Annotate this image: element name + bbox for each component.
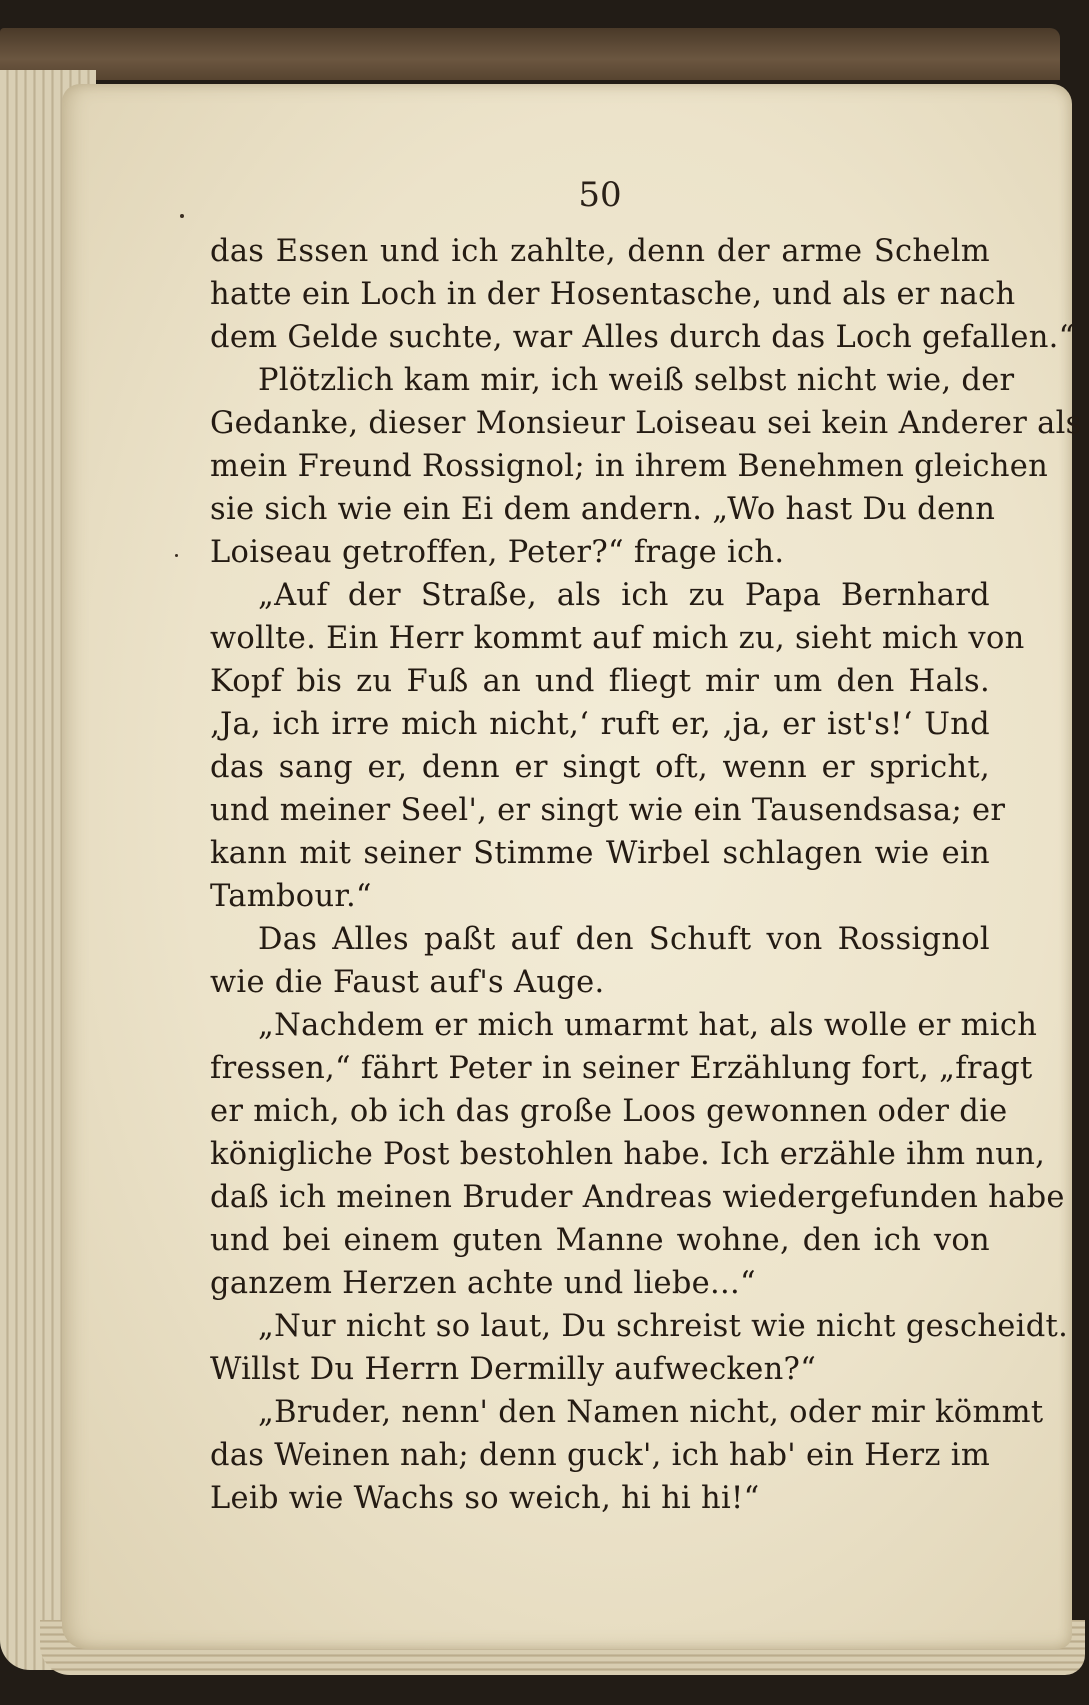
text-line: Plötzlich kam mir, ich weiß selbst nicht wie, der (258, 363, 1015, 398)
text-line: daß ich meinen Bruder Andreas wiedergefunden habe (210, 1180, 1065, 1215)
text-line: fressen,“ fährt Peter in seiner Erzählung fort, „fragt (210, 1051, 1033, 1086)
text-line: er mich, ob ich das große Loos gewonnen oder die (210, 1094, 1008, 1129)
text-line: kann mit seiner Stimme Wirbel schlagen wie ein (210, 836, 990, 871)
ink-speck (175, 554, 178, 557)
text-line: das sang er, denn er singt oft, wenn er spricht, (210, 750, 990, 785)
text-line: wie die Faust auf's Auge. (210, 965, 605, 1000)
page-text (210, 230, 1082, 1520)
text-line: Loiseau getroffen, Peter?“ frage ich. (210, 535, 785, 570)
page-number: 50 (578, 175, 622, 215)
text-line: „Bruder, nenn' den Namen nicht, oder mir kömmt (258, 1395, 1044, 1430)
text-line: Gedanke, dieser Monsieur Loiseau sei kein Anderer als (210, 406, 1082, 441)
text-line: hatte ein Loch in der Hosentasche, und als er nach (210, 277, 1016, 312)
text-line: sie sich wie ein Ei dem andern. „Wo hast Du denn (210, 492, 996, 527)
text-line: „Auf der Straße, als ich zu Papa Bernhard (258, 578, 990, 613)
text-line: Willst Du Herrn Dermilly aufwecken?“ (210, 1352, 817, 1387)
text-line: wollte. Ein Herr kommt auf mich zu, sieht mich von (210, 621, 1025, 656)
text-line: ganzem Herzen achte und liebe...“ (210, 1266, 756, 1301)
text-line: Tambour.“ (210, 879, 372, 914)
text-line: „Nur nicht so laut, Du schreist wie nicht gescheidt. (258, 1309, 1069, 1344)
text-line: das Weinen nah; denn guck', ich hab' ein Herz im (210, 1438, 991, 1473)
text-line: und meiner Seel', er singt wie ein Tausendsasa; er (210, 793, 1006, 828)
text-line: Kopf bis zu Fuß an und fliegt mir um den Hals. (210, 664, 990, 699)
text-line: und bei einem guten Manne wohne, den ich von (210, 1223, 990, 1258)
text-line: ‚Ja, ich irre mich nicht,‘ ruft er, ‚ja, er ist's!‘ Und (210, 707, 990, 742)
text-line: mein Freund Rossignol; in ihrem Benehmen gleichen (210, 449, 1049, 484)
text-line: dem Gelde suchte, war Alles durch das Loch gefallen.“ (210, 320, 1075, 355)
text-line: „Nachdem er mich umarmt hat, als wolle er mich (258, 1008, 1038, 1043)
book-cover-edge (0, 28, 1060, 80)
text-line: das Essen und ich zahlte, denn der arme Schelm (210, 234, 990, 269)
text-line: Leib wie Wachs so weich, hi hi hi!“ (210, 1481, 760, 1516)
text-line: Das Alles paßt auf den Schuft von Rossignol (258, 922, 990, 957)
text-line: königliche Post bestohlen habe. Ich erzähle ihm nun, (210, 1137, 1046, 1172)
